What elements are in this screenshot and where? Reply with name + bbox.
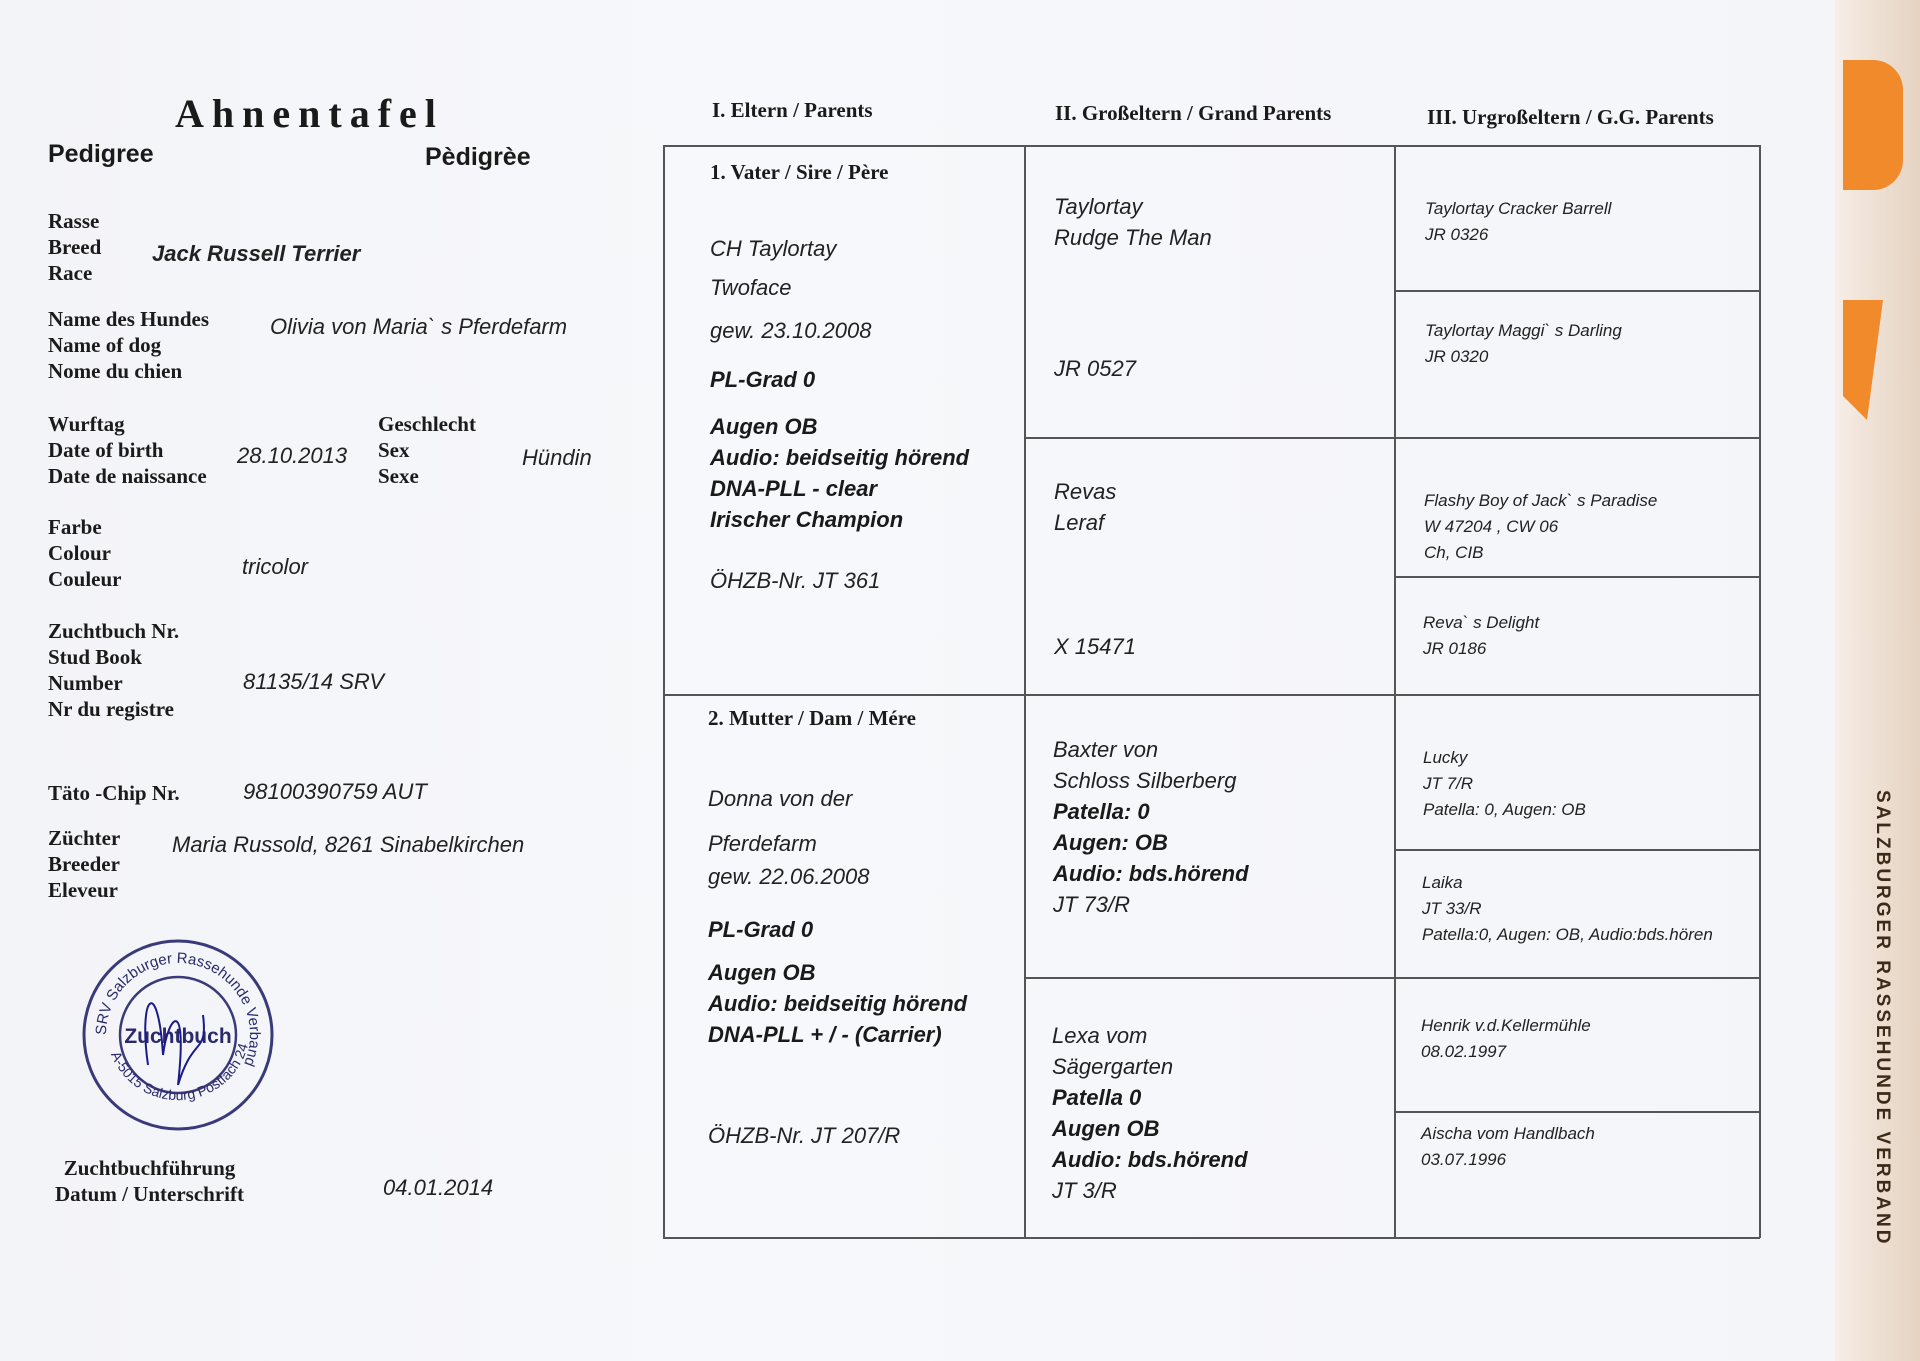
great-grandparent-2-name: Taylortay Maggi` s Darling <box>1425 321 1622 340</box>
sire-registration: ÖHZB-Nr. JT 361 <box>710 568 881 593</box>
great-grandparent-1 <box>1425 196 1611 248</box>
breeder-label-en: Breeder <box>48 852 120 876</box>
great-grandparent-7-born: 08.02.1997 <box>1421 1042 1507 1061</box>
sire-born: gew. 23.10.2008 <box>710 318 872 343</box>
dam-audio: Audio: beidseitig hörend <box>708 991 968 1016</box>
grandparent-4-name-line2: Sägergarten <box>1052 1054 1174 1079</box>
dam-dna: DNA-PLL + / - (Carrier) <box>708 1022 942 1047</box>
grandparent-2-name-line1: Revas <box>1054 479 1117 504</box>
dog-name-labels <box>48 306 209 384</box>
dam-heading: 2. Mutter / Dam / Mére <box>708 706 916 730</box>
column-greatgrandparents-heading: III. Urgroßeltern / G.G. Parents <box>1427 105 1714 129</box>
dam-pl-grade: PL-Grad 0 <box>708 917 814 942</box>
birth-label-de: Wurftag <box>48 412 125 436</box>
signature-label-en: Datum / Unterschrift <box>55 1182 244 1206</box>
breeder-labels <box>48 825 120 903</box>
dog-name-label-en: Name of dog <box>48 333 162 357</box>
great-grandparent-8-born: 03.07.1996 <box>1421 1150 1507 1169</box>
great-grandparent-3-name: Flashy Boy of Jack` s Paradise <box>1424 491 1658 510</box>
grandparent-1-registration: JR 0527 <box>1054 356 1136 381</box>
dam-born: gew. 22.06.2008 <box>708 864 870 889</box>
great-grandparent-5-health: Patella: 0, Augen: OB <box>1423 800 1586 819</box>
birth-label-en: Date of birth <box>48 438 164 462</box>
dam-eyes: Augen OB <box>708 960 816 985</box>
dog-name-label-de: Name des Hundes <box>48 307 210 331</box>
breeder-label-de: Züchter <box>48 826 121 850</box>
sire-audio: Audio: beidseitig hörend <box>710 445 970 470</box>
grandparent-2-registration: X 15471 <box>1054 634 1136 659</box>
sire-name-line2: Twoface <box>710 275 792 300</box>
signature-labels <box>55 1155 244 1207</box>
column-grandparents-heading: II. Großeltern / Grand Parents <box>1055 101 1332 125</box>
subtitle-french: Pèdigrèe <box>425 143 531 171</box>
grandparent-4-name-line1: Lexa vom <box>1052 1023 1148 1048</box>
grandparent-1-name-line2: Rudge The Man <box>1054 225 1212 250</box>
birth-value: 28.10.2013 <box>237 443 348 468</box>
orange-accent-top <box>1843 60 1903 190</box>
grandparent-1-name-line1: Taylortay <box>1054 194 1143 219</box>
grandparent-3 <box>1053 734 1249 920</box>
grid-top-line <box>663 145 1760 147</box>
great-grandparent-6-name: Laika <box>1422 873 1463 892</box>
grandparent-3-registration: JT 73/R <box>1053 892 1131 917</box>
sire-dna: DNA-PLL - clear <box>710 476 878 501</box>
grandparent-1 <box>1054 191 1212 384</box>
subtitle-english: Pedigree <box>48 140 154 168</box>
breeder-value: Maria Russold, 8261 Sinabelkirchen <box>172 832 525 857</box>
grid-ggp-line-3 <box>1394 849 1760 851</box>
breed-labels <box>48 208 101 286</box>
grandparent-3-name-line2: Schloss Silberberg <box>1053 768 1237 793</box>
grandparent-4 <box>1052 1020 1248 1206</box>
grandparent-4-patella: Patella 0 <box>1052 1085 1142 1110</box>
great-grandparent-1-registration: JR 0326 <box>1425 225 1489 244</box>
dam-name-line1: Donna von der <box>708 786 853 811</box>
sire-pl-grade: PL-Grad 0 <box>710 367 816 392</box>
great-grandparent-3 <box>1424 488 1657 566</box>
side-folder-strip <box>1835 0 1920 1361</box>
great-grandparent-4-registration: JR 0186 <box>1423 639 1487 658</box>
grandparent-4-registration: JT 3/R <box>1052 1178 1117 1203</box>
grid-ggp-line-4 <box>1394 1111 1760 1113</box>
great-grandparent-7-name: Henrik v.d.Kellermühle <box>1421 1016 1591 1035</box>
grandparent-3-audio: Audio: bds.hörend <box>1053 861 1249 886</box>
great-grandparent-6-health: Patella:0, Augen: OB, Audio:bds.hören <box>1422 925 1713 944</box>
grid-ggp-line-1 <box>1394 290 1760 292</box>
great-grandparent-5-registration: JT 7/R <box>1423 774 1474 793</box>
grid-ggp-line-2 <box>1394 576 1760 578</box>
colour-value: tricolor <box>242 554 309 579</box>
great-grandparent-2-registration: JR 0320 <box>1425 347 1489 366</box>
stud-book-labels <box>48 618 179 722</box>
breed-value: Jack Russell Terrier <box>152 241 361 266</box>
great-grandparent-3-titles: Ch, CIB <box>1424 543 1484 562</box>
grid-mid-line <box>663 694 1760 696</box>
orange-accent-mid <box>1843 300 1883 420</box>
stud-book-value: 81135/14 SRV <box>243 669 385 694</box>
sire-eyes: Augen OB <box>710 414 818 439</box>
association-name-vertical: SALZBURGER RASSEHUNDE VERBAND <box>1872 790 1893 1247</box>
great-grandparent-1-name: Taylortay Cracker Barrell <box>1425 199 1612 218</box>
association-stamp <box>78 935 278 1135</box>
sire-heading: 1. Vater / Sire / Père <box>710 160 889 184</box>
dog-name-label-fr: Nome du chien <box>48 359 183 383</box>
grandparent-4-audio: Audio: bds.hörend <box>1052 1147 1248 1172</box>
great-grandparent-3-registration: W 47204 , CW 06 <box>1424 517 1559 536</box>
sex-label-en: Sex <box>378 438 410 462</box>
birth-labels <box>48 411 207 489</box>
grandparent-2 <box>1054 476 1136 662</box>
birth-label-fr: Date de naissance <box>48 464 207 488</box>
stud-book-label-en2: Number <box>48 671 123 695</box>
great-grandparent-4-name: Reva` s Delight <box>1423 613 1540 632</box>
great-grandparent-5 <box>1423 745 1586 823</box>
sex-label-fr: Sexe <box>378 464 419 488</box>
grid-bottom-line <box>663 1237 1760 1239</box>
stud-book-label-fr: Nr du registre <box>48 697 174 721</box>
great-grandparent-7 <box>1421 1013 1591 1065</box>
stamp-bottom-text: A-5015 Salzburg Postfach 24 <box>107 1041 251 1104</box>
grandparent-3-patella: Patella: 0 <box>1053 799 1150 824</box>
breed-label-de: Rasse <box>48 209 100 233</box>
sire-title: Irischer Champion <box>710 507 904 532</box>
great-grandparent-6-registration: JT 33/R <box>1422 899 1482 918</box>
stud-book-label-en1: Stud Book <box>48 645 142 669</box>
breed-label-en: Breed <box>48 235 102 259</box>
dam-cell <box>708 706 1013 1151</box>
dam-registration: ÖHZB-Nr. JT 207/R <box>708 1123 901 1148</box>
great-grandparent-8 <box>1421 1121 1595 1173</box>
grid-gp-line-2 <box>1024 977 1760 979</box>
signature-date: 04.01.2014 <box>383 1175 494 1200</box>
dam-name-line2: Pferdefarm <box>708 831 817 856</box>
stud-book-label-de: Zuchtbuch Nr. <box>48 619 180 643</box>
document-title: Ahnentafel <box>175 91 444 136</box>
grid-col1-line <box>1024 145 1026 1238</box>
great-grandparent-6 <box>1422 870 1713 948</box>
colour-label-en: Colour <box>48 541 111 565</box>
chip-value: 98100390759 AUT <box>243 779 427 804</box>
chip-label: Täto -Chip Nr. <box>48 781 180 805</box>
grandparent-3-name-line1: Baxter von <box>1053 737 1159 762</box>
great-grandparent-8-name: Aischa vom Handlbach <box>1421 1124 1595 1143</box>
grid-left-line <box>663 145 665 1238</box>
grandparent-4-eyes: Augen OB <box>1052 1116 1160 1141</box>
great-grandparent-4 <box>1423 610 1539 662</box>
signature-label-de: Zuchtbuchführung <box>63 1156 236 1180</box>
colour-label-fr: Couleur <box>48 567 122 591</box>
stamp-center-text: Zuchtbuch <box>124 1025 232 1048</box>
grid-col2-line <box>1394 145 1396 1238</box>
colour-label-de: Farbe <box>48 515 102 539</box>
great-grandparent-5-name: Lucky <box>1423 748 1468 767</box>
grid-gp-line-1 <box>1024 437 1760 439</box>
column-parents-heading: I. Eltern / Parents <box>712 98 873 122</box>
sire-name-line1: CH Taylortay <box>710 236 837 261</box>
grid-right-line <box>1759 145 1761 1238</box>
sex-label-de: Geschlecht <box>378 412 476 436</box>
great-grandparent-2 <box>1425 318 1622 370</box>
breeder-label-fr: Eleveur <box>48 878 118 902</box>
sex-labels <box>378 411 476 489</box>
grandparent-3-eyes: Augen: OB <box>1053 830 1168 855</box>
dog-name-value: Olivia von Maria` s Pferdefarm <box>270 314 568 339</box>
sex-value: Hündin <box>522 445 592 470</box>
grandparent-2-name-line2: Leraf <box>1054 510 1105 535</box>
stamp-ring-text: SRV Salzburger Rassehunde Verband <box>92 949 264 1069</box>
colour-labels <box>48 514 122 592</box>
breed-label-fr: Race <box>48 261 93 285</box>
sire-cell <box>710 160 1010 596</box>
